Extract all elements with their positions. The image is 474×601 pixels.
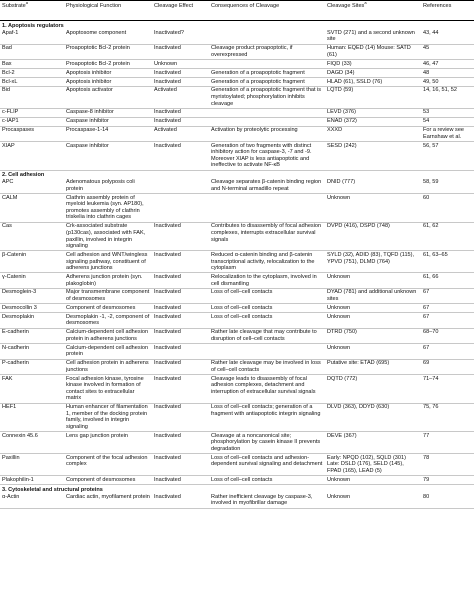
references-cell: 71–74 xyxy=(421,375,474,404)
section-title: 1. Apoptosis regulators xyxy=(2,22,64,29)
column-header xyxy=(325,1,421,21)
sites-cell: HLAD (61), SSLD (76) xyxy=(325,77,421,86)
table-row xyxy=(0,313,474,328)
table-row xyxy=(0,273,474,288)
function-cell: Calcium-dependent cell adhesion protein in adherens junctions xyxy=(64,328,152,343)
effect-cell: Inactivated xyxy=(152,304,209,313)
table-row xyxy=(0,328,474,343)
function-cell: Crk-associated substrate (p130cas), associated with FAK, paxillin, involved in integrin signaling xyxy=(64,222,152,251)
function-cell: Proapoptotic Bcl-2 protein xyxy=(64,59,152,68)
function-cell: Component of desmosomes xyxy=(64,476,152,485)
function-cell: Cell adhesion protein in adherens junctions xyxy=(64,359,152,374)
consequence-cell: Loss of cell–cell contacts xyxy=(209,476,325,485)
effect-cell: Inactivated xyxy=(152,375,209,404)
consequence-cell: Loss of cell–cell contacts; generation of a fragment with antiapoptotic integrin signaling xyxy=(209,403,325,432)
references-cell: 67 xyxy=(421,304,474,313)
column-header xyxy=(152,1,209,21)
substrate-cell: Bax xyxy=(0,59,64,68)
references-cell: 69 xyxy=(421,359,474,374)
consequence-cell: Loss of cell–cell contacts xyxy=(209,288,325,303)
table-row xyxy=(0,142,474,171)
table-row xyxy=(0,179,474,194)
sites-cell: ENAD (372) xyxy=(325,117,421,126)
function-cell: Apoptosome component xyxy=(64,29,152,44)
table-row xyxy=(0,288,474,303)
column-header xyxy=(421,1,474,21)
column-header xyxy=(0,1,64,21)
function-cell: Human enhancer of filamentation 1, member of the docking protein family, involved in integrin signaling xyxy=(64,403,152,432)
references-cell: 75, 76 xyxy=(421,403,474,432)
sites-cell: Unknown xyxy=(325,313,421,328)
table-row xyxy=(0,493,474,508)
consequence-cell: Relocalization to the cytoplasm, involved in cell dismantling xyxy=(209,273,325,288)
effect-cell: Activated xyxy=(152,86,209,108)
function-cell: Clathrin assembly protein of myeloid leukemia (syn. AP180), promotes assembly of clathrin triskelia into clathrin cages xyxy=(64,194,152,223)
substrate-cell: APC xyxy=(0,179,64,194)
sites-cell: Putative site: ETAD (695) xyxy=(325,359,421,374)
effect-cell: Inactivated xyxy=(152,454,209,476)
references-cell: 46, 47 xyxy=(421,59,474,68)
effect-cell: Inactivated xyxy=(152,313,209,328)
consequence-cell xyxy=(209,108,325,117)
sites-cell: DAGD (34) xyxy=(325,68,421,77)
effect-cell xyxy=(152,194,209,223)
sites-cell: Unknown xyxy=(325,273,421,288)
consequence-cell: Activation by proteolytic processing xyxy=(209,126,325,141)
substrate-cell: γ-Catenin xyxy=(0,273,64,288)
substrate-cell: β-Catenin xyxy=(0,251,64,273)
consequence-cell: Cleavage at a noncanonical site; phosphorylation by casein kinase II prevents degradation xyxy=(209,432,325,454)
references-cell: For a review see Earnshaw et al. xyxy=(421,126,474,141)
function-cell: Adenomatous polyposis coli protein xyxy=(64,179,152,194)
table-row xyxy=(0,222,474,251)
section-title: 3. Cytoskeletal and structural proteins xyxy=(2,486,103,493)
substrate-cell: Apaf-1 xyxy=(0,29,64,44)
effect-cell: Inactivated? xyxy=(152,29,209,44)
table-row xyxy=(0,68,474,77)
column-header xyxy=(209,1,325,21)
table-body xyxy=(0,21,474,509)
consequence-cell: Loss of cell–cell contacts xyxy=(209,313,325,328)
effect-cell: Inactivated xyxy=(152,344,209,359)
header-row xyxy=(0,1,474,21)
references-cell: 80 xyxy=(421,493,474,508)
section-title: 2. Cell adhesion xyxy=(2,172,45,179)
table-row xyxy=(0,29,474,44)
table-row xyxy=(0,403,474,432)
consequence-cell: Generation of a proapoptotic fragment that is myristoylated; phosphorylation inhibits cleavage xyxy=(209,86,325,108)
function-cell: Cell adhesion and WNT/wingless signaling pathway, constituent of adherens junctions xyxy=(64,251,152,273)
function-cell: Cardiac actin, myofilament protein xyxy=(64,493,152,508)
substrate-cell: Desmoplakin xyxy=(0,313,64,328)
function-cell: Focal adhesion kinase, tyrosine kinase involved in formation of contact sites to extracellular matrix xyxy=(64,375,152,404)
references-cell: 77 xyxy=(421,432,474,454)
references-cell: 67 xyxy=(421,313,474,328)
table-row xyxy=(0,375,474,404)
column-header-label: Substrate xyxy=(2,3,26,9)
consequence-cell xyxy=(209,59,325,68)
function-cell: Caspase inhibitor xyxy=(64,117,152,126)
column-header-label: References xyxy=(423,3,452,9)
consequence-cell: Rather late cleavage that may contribute to disruption of cell–cell contacts xyxy=(209,328,325,343)
function-cell: Apoptosis inhibitor xyxy=(64,77,152,86)
effect-cell: Inactivated xyxy=(152,117,209,126)
consequence-cell xyxy=(209,344,325,359)
sites-cell: Unknown xyxy=(325,304,421,313)
consequence-cell: Rather inefficient cleavage by caspase-3, involved in myofibrillar damage xyxy=(209,493,325,508)
references-cell: 67 xyxy=(421,344,474,359)
references-cell: 68–70 xyxy=(421,328,474,343)
sites-cell: LQTD (59) xyxy=(325,86,421,108)
sites-cell: DQTD (772) xyxy=(325,375,421,404)
substrate-cell: α-Actin xyxy=(0,493,64,508)
substrate-cell: E-cadherin xyxy=(0,328,64,343)
sites-cell: Unknown xyxy=(325,344,421,359)
effect-cell: Unknown xyxy=(152,59,209,68)
effect-cell: Inactivated xyxy=(152,251,209,273)
function-cell: Desmoplakin -1, -2, component of desmosomes xyxy=(64,313,152,328)
references-cell: 54 xyxy=(421,117,474,126)
substrate-cell: c-IAP1 xyxy=(0,117,64,126)
table-row xyxy=(0,44,474,59)
references-cell: 43, 44 xyxy=(421,29,474,44)
table-row xyxy=(0,86,474,108)
function-cell: Adherens junction protein (syn. plakoglobin) xyxy=(64,273,152,288)
consequence-cell xyxy=(209,29,325,44)
substrate-cell: HEF1 xyxy=(0,403,64,432)
sites-cell: FIQD (33) xyxy=(325,59,421,68)
function-cell: Proapoptotic Bcl-2 protein xyxy=(64,44,152,59)
references-cell: 61, 62 xyxy=(421,222,474,251)
effect-cell: Inactivated xyxy=(152,44,209,59)
substrate-cell: P-cadherin xyxy=(0,359,64,374)
substrate-cell: Plakophilin-1 xyxy=(0,476,64,485)
sites-cell: LEVD (376) xyxy=(325,108,421,117)
references-cell: 61, 63–65 xyxy=(421,251,474,273)
function-cell: Caspase inhibitor xyxy=(64,142,152,171)
table-row xyxy=(0,251,474,273)
sites-cell: Unknown xyxy=(325,476,421,485)
column-header-label: Consequences of Cleavage xyxy=(211,3,280,9)
effect-cell: Inactivated xyxy=(152,493,209,508)
consequence-cell xyxy=(209,194,325,223)
substrate-cell: Bad xyxy=(0,44,64,59)
consequence-cell: Contributes to disassembly of focal adhesion complexes, interrupts extracellular survival signals xyxy=(209,222,325,251)
consequence-cell xyxy=(209,117,325,126)
substrate-cell: Bid xyxy=(0,86,64,108)
function-cell: Caspase-8 inhibitor xyxy=(64,108,152,117)
substrate-cell: Connexin 45.6 xyxy=(0,432,64,454)
footnote-marker: a xyxy=(25,0,28,6)
substrate-cell: CALM xyxy=(0,194,64,223)
column-header-label: Cleavage Effect xyxy=(154,3,194,9)
sites-cell: SESD (242) xyxy=(325,142,421,171)
table-row xyxy=(0,77,474,86)
consequence-cell: Rather late cleavage may be involved in loss of cell–cell contacts xyxy=(209,359,325,374)
consequence-cell: Loss of cell–cell contacts and adhesion-dependent survival signaling and detachment xyxy=(209,454,325,476)
table-row xyxy=(0,359,474,374)
consequence-cell: Cleavage leads to disassembly of focal adhesion complexes, detachment and interruption of extracellular survival signals xyxy=(209,375,325,404)
function-cell: Procaspase-1-14 xyxy=(64,126,152,141)
references-cell: 45 xyxy=(421,44,474,59)
function-cell: Lens gap junction protein xyxy=(64,432,152,454)
substrate-cell: XIAP xyxy=(0,142,64,171)
function-cell: Apoptosis inhibitor xyxy=(64,68,152,77)
table-row xyxy=(0,126,474,141)
consequence-cell: Generation of a proapoptotic fragment xyxy=(209,77,325,86)
effect-cell: Inactivated xyxy=(152,273,209,288)
consequence-cell: Cleavage separates β-catenin binding region and N-terminal armadillo repeat xyxy=(209,179,325,194)
function-cell: Apoptosis activator xyxy=(64,86,152,108)
table-header xyxy=(0,1,474,21)
effect-cell: Inactivated xyxy=(152,328,209,343)
column-header-label: Cleavage Sites xyxy=(327,3,365,9)
section-heading-row xyxy=(0,170,474,179)
sites-cell: Unknown xyxy=(325,194,421,223)
substrate-cell: Cas xyxy=(0,222,64,251)
sites-cell: Human: EQED (14) Mouse: SATD (61) xyxy=(325,44,421,59)
effect-cell: Inactivated xyxy=(152,359,209,374)
column-header xyxy=(64,1,152,21)
sites-cell: SYLD (32), ADID (83), TQFD (115), YPVD (751), DLMD (764) xyxy=(325,251,421,273)
column-header-label: Physiological Function xyxy=(66,3,122,9)
effect-cell: Inactivated xyxy=(152,476,209,485)
table-row xyxy=(0,476,474,485)
sites-cell: DLVD (363), DDYD (630) xyxy=(325,403,421,432)
references-cell: 48 xyxy=(421,68,474,77)
sites-cell: DVPD (416), DSPD (748) xyxy=(325,222,421,251)
effect-cell: Inactivated xyxy=(152,77,209,86)
function-cell: Major transmembrane component of desmosomes xyxy=(64,288,152,303)
sites-cell: SVTD (271) and a second unknown site xyxy=(325,29,421,44)
effect-cell: Activated xyxy=(152,126,209,141)
effect-cell: Inactivated xyxy=(152,288,209,303)
substrate-cell: Desmoglein-3 xyxy=(0,288,64,303)
table-row xyxy=(0,454,474,476)
effect-cell: Inactivated xyxy=(152,68,209,77)
consequence-cell: Reduced α-catenin binding and β-catenin transcriptional activity, relocalization to the cytoplasm xyxy=(209,251,325,273)
function-cell: Calcium-dependent cell adhesion protein xyxy=(64,344,152,359)
substrate-cell: FAK xyxy=(0,375,64,404)
references-cell: 14, 16, 51, 52 xyxy=(421,86,474,108)
sites-cell: XXXD xyxy=(325,126,421,141)
table-row xyxy=(0,304,474,313)
table-row xyxy=(0,59,474,68)
substrate-cell: Paxillin xyxy=(0,454,64,476)
references-cell: 61, 66 xyxy=(421,273,474,288)
references-cell: 58, 59 xyxy=(421,179,474,194)
effect-cell: Inactivated xyxy=(152,403,209,432)
section-heading-row xyxy=(0,485,474,494)
references-cell: 56, 57 xyxy=(421,142,474,171)
references-cell: 67 xyxy=(421,288,474,303)
table-row xyxy=(0,117,474,126)
consequence-cell: Generation of a proapoptotic fragment xyxy=(209,68,325,77)
consequence-cell: Generation of two fragments with distinct inhibitory action for caspase-3, -7 and -9. Moreover XIAP is less antiapoptotic and ineffective to activate NF-κB xyxy=(209,142,325,171)
table-row xyxy=(0,194,474,223)
references-cell: 53 xyxy=(421,108,474,117)
substrate-cell: Procaspases xyxy=(0,126,64,141)
substrate-cell: c-FLIP xyxy=(0,108,64,117)
consequence-cell: Loss of cell–cell contacts xyxy=(209,304,325,313)
table-row xyxy=(0,432,474,454)
sites-cell: DTRD (750) xyxy=(325,328,421,343)
references-cell: 78 xyxy=(421,454,474,476)
effect-cell: Inactivated xyxy=(152,142,209,171)
sites-cell: DEVE (367) xyxy=(325,432,421,454)
effect-cell: Inactivated xyxy=(152,432,209,454)
sites-cell: DNID (777) xyxy=(325,179,421,194)
effect-cell xyxy=(152,179,209,194)
substrate-cell: N-cadherin xyxy=(0,344,64,359)
references-cell: 79 xyxy=(421,476,474,485)
section-heading-row xyxy=(0,21,474,30)
references-cell: 49, 50 xyxy=(421,77,474,86)
function-cell: Component of the focal adhesion complex xyxy=(64,454,152,476)
table-row xyxy=(0,344,474,359)
footnote-marker: a xyxy=(364,0,367,6)
substrate-cell: Bcl-2 xyxy=(0,68,64,77)
sites-cell: Early: NPQD (102), SQLD (301) Late: DSLD (176), SELD (145), FPAD (165), LEAD (5) xyxy=(325,454,421,476)
substrate-cell: Bcl-xL xyxy=(0,77,64,86)
consequence-cell: Cleavage product proapoptotic, if overexpressed xyxy=(209,44,325,59)
sites-cell: DYAD (781) and additional unknown sites xyxy=(325,288,421,303)
table-row xyxy=(0,108,474,117)
effect-cell: Inactivated xyxy=(152,222,209,251)
sites-cell: Unknown xyxy=(325,493,421,508)
substrate-cell: Desmocollin 3 xyxy=(0,304,64,313)
references-cell: 60 xyxy=(421,194,474,223)
effect-cell: Inactivated xyxy=(152,108,209,117)
function-cell: Component of desmosomes xyxy=(64,304,152,313)
